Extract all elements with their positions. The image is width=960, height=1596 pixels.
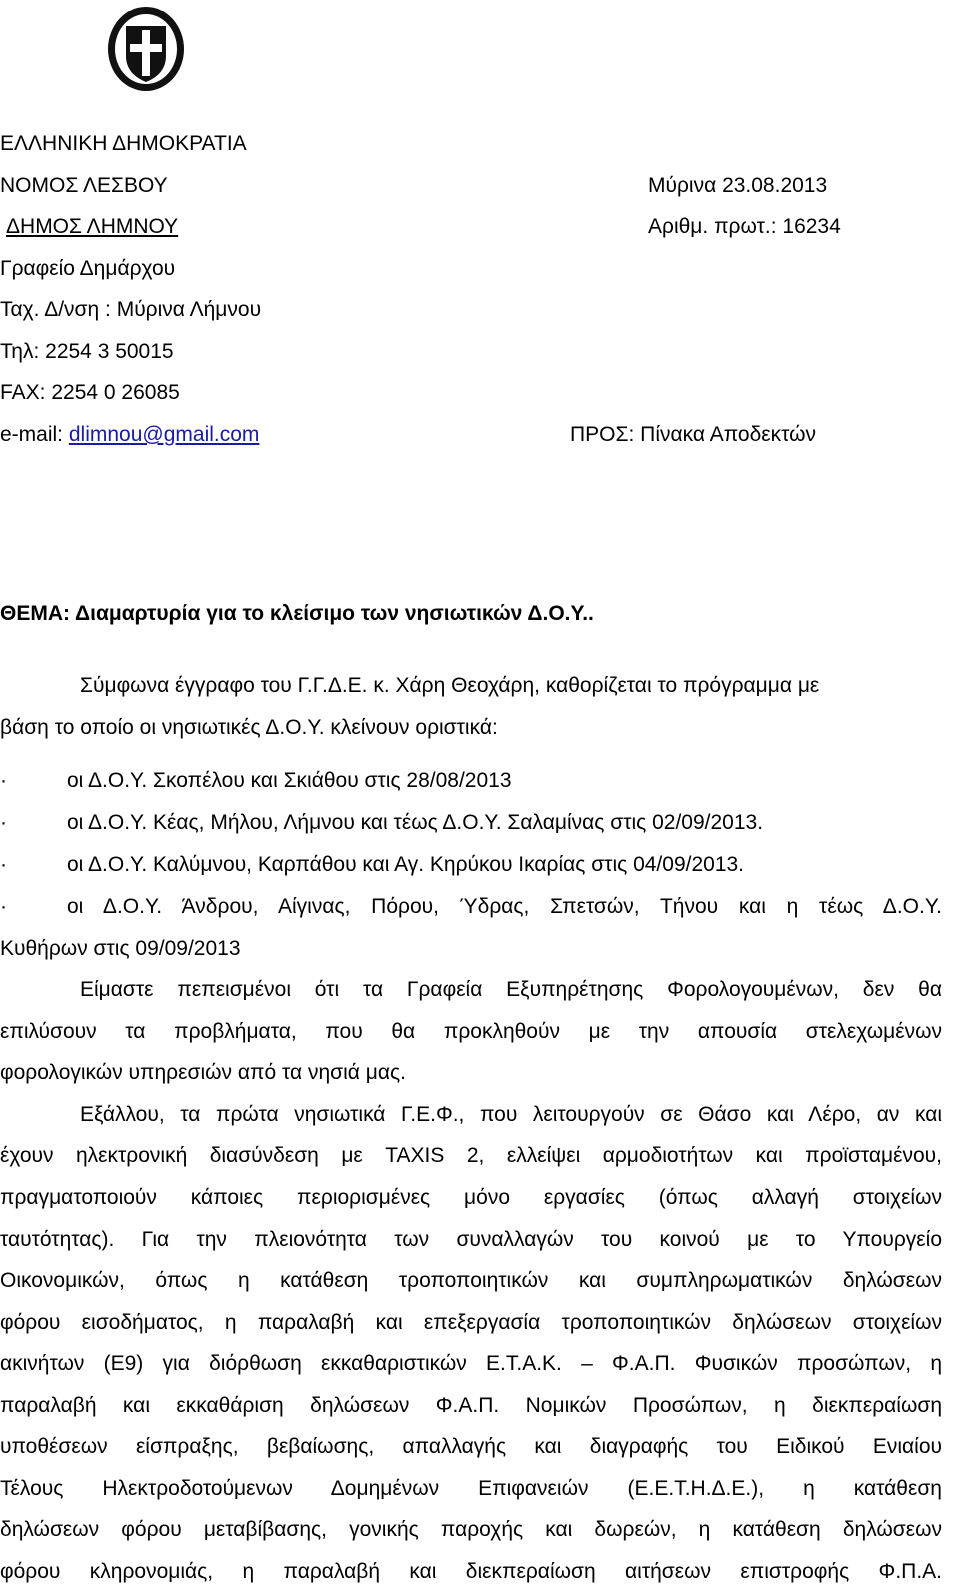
bullet-dot: · <box>0 895 7 918</box>
paragraph-2-line-2: έχουν ηλεκτρονική διασύνδεση με TAXIS 2, ελλείψει αρμοδιοτήτων και προϊσταμένου, <box>0 1144 942 1167</box>
intro-line-2: βάση το οποίο οι νησιωτικές Δ.Ο.Υ. κλείνουν οριστικά: <box>0 716 498 739</box>
bullet-dot: · <box>0 811 7 834</box>
recipient-line: ΠΡΟΣ: Πίνακα Αποδεκτών <box>570 423 817 446</box>
greek-coat-of-arms-emblem <box>106 4 186 94</box>
office-name: Γραφείο Δημάρχου <box>0 257 176 280</box>
list-item-text: οι Δ.Ο.Υ. Καλύμνου, Καρπάθου και Αγ. Κηρύκου Ικαρίας στις 04/09/2013. <box>67 853 745 876</box>
paragraph-1-line-3: φορολογικών υπηρεσιών από τα νησιά μας. <box>0 1061 406 1084</box>
email-link[interactable]: dlimnou@gmail.com <box>68 423 260 446</box>
email-label: e-mail: <box>0 423 69 446</box>
paragraph-2-line-8: παραλαβή και εκκαθάριση δηλώσεων Φ.Α.Π. Νομικών Προσώπων, η διεκπεραίωση <box>0 1394 942 1417</box>
list-item-continuation: Κυθήρων στις 09/09/2013 <box>0 937 241 960</box>
list-item-text: οι Δ.Ο.Υ. Κέας, Μήλου, Λήμνου και τέως Δ.Ο.Υ. Σαλαμίνας στις 02/09/2013. <box>67 811 764 834</box>
email-line <box>0 421 259 449</box>
list-item-text: οι Δ.Ο.Υ. Άνδρου, Αίγινας, Πόρου, Ύδρας, Σπετσών, Τήνου και η τέως Δ.Ο.Υ. <box>67 895 942 918</box>
paragraph-2-line-9: υποθέσεων είσπραξης, βεβαίωσης, απαλλαγής και διαγραφής του Ειδικού Ενιαίου <box>0 1435 942 1458</box>
paragraph-2-line-5: Οικονομικών, όπως η κατάθεση τροποποιητικών και συμπληρωματικών δηλώσεων <box>0 1269 942 1292</box>
paragraph-2-line-10: Τέλους Ηλεκτροδοτούμενων Δομημένων Επιφανειών (Ε.Ε.Τ.Η.Δ.Ε.), η κατάθεση <box>0 1477 942 1500</box>
paragraph-2-line-4: ταυτότητας). Για την πλειονότητα των συναλλαγών του κοινού με το Υπουργείο <box>0 1228 942 1251</box>
place-date: Μύρινα 23.08.2013 <box>648 174 828 197</box>
paragraph-2-line-12: φόρου κληρονομιάς, η παραλαβή και διεκπεραίωση αιτήσεων επιστροφής Φ.Π.Α. <box>0 1560 942 1583</box>
bullet-dot: · <box>0 769 7 792</box>
paragraph-1-line-1: Είμαστε πεπεισμένοι ότι τα Γραφεία Εξυπηρέτησης Φορολογουμένων, δεν θα <box>80 978 942 1001</box>
paragraph-2-line-6: φόρου εισοδήματος, η παραλαβή και επεξεργασία τροποποιητικών δηλώσεων στοιχείων <box>0 1311 942 1334</box>
bullet-dot: · <box>0 853 7 876</box>
paragraph-2-line-7: ακινήτων (Ε9) για διόρθωση εκκαθαριστικών Ε.Τ.Α.Κ. – Φ.Α.Π. Φυσικών προσώπων, η <box>0 1352 942 1375</box>
postal-address: Ταχ. Δ/νση : Μύρινα Λήμνου <box>0 298 262 321</box>
phone-number: Τηλ: 2254 3 50015 <box>0 340 174 363</box>
republic-heading: ΕΛΛΗΝΙΚΗ ΔΗΜΟΚΡΑΤΙΑ <box>0 132 247 155</box>
municipality-heading: ΔΗΜΟΣ ΛΗΜΝΟΥ <box>6 215 179 238</box>
paragraph-2-line-1: Εξάλλου, τα πρώτα νησιωτικά Γ.Ε.Φ., που λειτουργούν σε Θάσο και Λέρο, αν και <box>80 1103 942 1126</box>
paragraph-2-line-3: πραγματοποιούν κάποιες περιορισμένες μόνο εργασίες (όπως αλλαγή στοιχείων <box>0 1186 942 1209</box>
paragraph-1-line-2: επιλύσουν τα προβλήματα, που θα προκληθούν με την απουσία στελεχωμένων <box>0 1020 942 1043</box>
intro-line-1: Σύμφωνα έγγραφο του Γ.Γ.Δ.Ε. κ. Χάρη Θεοχάρη, καθορίζεται το πρόγραμμα με <box>80 674 820 697</box>
list-item-text: οι Δ.Ο.Υ. Σκοπέλου και Σκιάθου στις 28/08/2013 <box>67 769 512 792</box>
subject-line: ΘΕΜΑ: Διαμαρτυρία για το κλείσιμο των νησιωτικών Δ.Ο.Υ.. <box>0 602 594 625</box>
prefecture-heading: ΝΟΜΟΣ ΛΕΣΒΟΥ <box>0 174 168 197</box>
protocol-number: Αριθμ. πρωτ.: 16234 <box>648 215 841 238</box>
paragraph-2-line-11: δηλώσεων φόρου μεταβίβασης, γονικής παροχής και δωρεών, η κατάθεση δηλώσεων <box>0 1518 942 1541</box>
fax-number: FAX: 2254 0 26085 <box>0 381 180 404</box>
